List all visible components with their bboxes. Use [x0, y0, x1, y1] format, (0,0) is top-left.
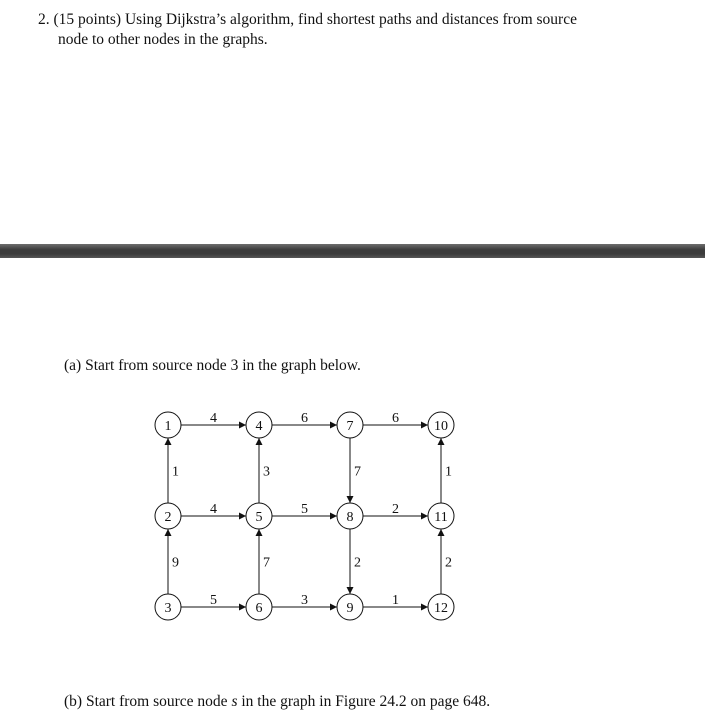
part-b-prefix: (b) Start from source node: [64, 693, 232, 710]
node-label: 9: [346, 601, 354, 616]
edge-weight-label: 7: [263, 555, 270, 571]
edge-weight-label: 2: [445, 555, 452, 571]
node-label: 7: [346, 419, 354, 434]
part-a-text: (a) Start from source node 3 in the graph below.: [64, 357, 361, 374]
node-11: [428, 503, 454, 529]
edge-7-to-8: [350, 438, 361, 503]
node-label: 11: [434, 510, 448, 525]
edge-weight-label: 5: [301, 502, 308, 517]
edge-weight-label: 2: [392, 502, 399, 517]
edge-3-to-6: [181, 593, 246, 608]
edge-2-to-5: [181, 502, 246, 517]
edge-weight-label: 1: [172, 464, 179, 480]
node-12: [428, 594, 454, 620]
edge-weight-label: 3: [263, 464, 270, 480]
node-5: [246, 503, 272, 529]
node-8: [337, 503, 363, 529]
edge-6-to-9: [272, 593, 337, 608]
node-7: [337, 412, 363, 438]
part-b-variable: s: [231, 693, 238, 710]
edge-3-to-2: [168, 529, 179, 594]
node-label: 2: [164, 510, 172, 525]
edge-9-to-12: [363, 593, 428, 608]
node-label: 4: [255, 419, 263, 434]
node-label: 8: [346, 510, 354, 525]
part-b-text: [64, 692, 490, 712]
node-2: [155, 503, 181, 529]
edge-weight-label: 4: [210, 411, 217, 426]
node-label: 12: [434, 601, 448, 616]
node-1: [155, 412, 181, 438]
edge-7-to-10: [363, 411, 428, 426]
edge-8-to-11: [363, 502, 428, 517]
edge-weight-label: 6: [392, 411, 399, 426]
edge-weight-label: 5: [210, 593, 217, 608]
edge-5-to-4: [259, 438, 270, 503]
question-line-2: node to other nodes in the graphs.: [58, 31, 268, 48]
edge-weight-label: 7: [354, 464, 361, 480]
edge-11-to-10: [441, 438, 452, 503]
edge-weight-label: 1: [392, 593, 399, 608]
edge-4-to-7: [272, 411, 337, 426]
edge-weight-label: 1: [445, 464, 452, 480]
edge-weight-label: 2: [354, 555, 361, 571]
node-9: [337, 594, 363, 620]
edge-6-to-5: [259, 529, 270, 594]
part-b-suffix: in the graph in Figure 24.2 on page 648.: [237, 693, 491, 710]
edge-1-to-4: [181, 411, 246, 426]
node-label: 6: [255, 601, 263, 616]
edge-5-to-8: [272, 502, 337, 517]
question-line-1: 2. (15 points) Using Dijkstra’s algorithm, find shortest paths and distances from source: [38, 11, 577, 28]
node-3: [155, 594, 181, 620]
edge-2-to-1: [168, 438, 179, 503]
node-label: 3: [164, 601, 172, 616]
node-label: 5: [255, 510, 263, 525]
edge-8-to-9: [350, 529, 361, 594]
edge-12-to-11: [441, 529, 452, 594]
edge-weight-label: 6: [301, 411, 308, 426]
edge-weight-label: 3: [301, 593, 308, 608]
node-label: 1: [164, 419, 172, 434]
node-4: [246, 412, 272, 438]
node-6: [246, 594, 272, 620]
node-10: [428, 412, 454, 438]
node-label: 10: [434, 419, 448, 434]
edge-weight-label: 9: [172, 555, 179, 571]
edge-weight-label: 4: [210, 502, 217, 517]
